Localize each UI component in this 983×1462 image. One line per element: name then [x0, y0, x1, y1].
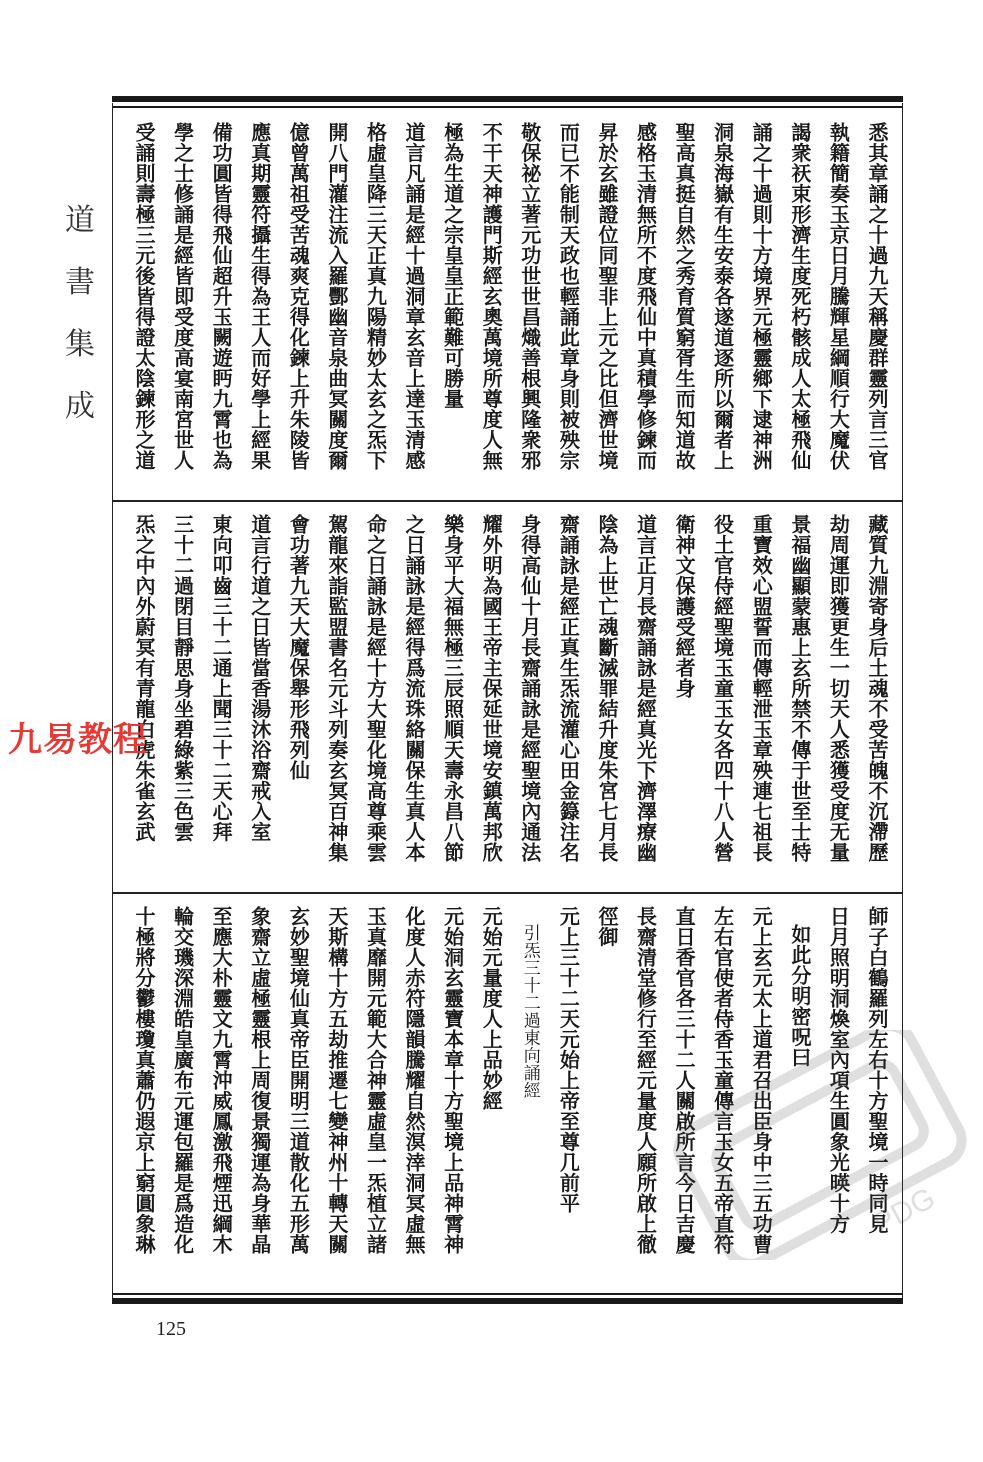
text-column: 執籍簡奏玉京日月騰輝星綱順行大魔伏	[826, 122, 851, 471]
text-column: 聖高真挺自然之秀育質窮胥生而知道故	[672, 122, 697, 471]
text-column: 感格玉清無所不度飛仙中真積學修鍊而	[633, 122, 658, 471]
text-column: 不干天神護門斯經玄奧萬境所尊度人無	[479, 122, 504, 471]
text-column: 開八門灌注流入羅酆幽音泉曲冥關度爾	[324, 122, 349, 471]
text-column: 徑御	[594, 906, 619, 947]
text-column: 如此分明密呪曰	[787, 924, 812, 1068]
top-border-thick	[112, 96, 903, 102]
text-column: 道言正月長齋誦詠是經真光下濟澤療幽	[633, 514, 658, 863]
text-column: 左右官使者侍香玉童傳言玉女五帝直符	[710, 906, 735, 1255]
text-column: 東向叩齒三十二通上聞三十二天心拜	[209, 514, 234, 842]
text-column: 炁之中內外蔚冥有青龍白虎朱雀玄武	[132, 514, 156, 842]
text-column: 藏質九淵寄身后土魂不受苦魄不沉滯歷	[864, 514, 889, 863]
text-column: 極為生道之宗皇皇正範難可勝量	[440, 122, 465, 409]
text-column: 至應大朴靈文九霄沖威鳳激飛煙迅綱木	[209, 906, 234, 1255]
book-title-char: 成	[65, 389, 95, 424]
text-column: 會功著九天大魔保舉形飛列仙	[286, 514, 311, 781]
text-column: 陰為上世亡魂斷滅罪結升度朱宮七月長	[594, 514, 619, 863]
text-column: 三十二過閉目靜思身坐碧綠紫三色雲	[170, 514, 195, 842]
page-number: 125	[156, 1318, 186, 1340]
book-title-char: 集	[65, 327, 95, 362]
text-column: 長齋清堂修行至經元量度人願所啟上徹	[633, 906, 658, 1255]
text-column: 玉真靡開元範大合神靈虛皇一炁植立諸	[363, 906, 388, 1255]
library-stamp-watermark	[660, 1030, 980, 1260]
text-column: 化度人赤符隱韻騰耀自然溟涬洞冥虛無	[402, 906, 427, 1255]
text-column: 景福幽顯蒙惠上玄所禁不傳于世至士特	[787, 514, 812, 863]
stamp-label: PDG	[867, 1181, 941, 1242]
text-column: 受誦則壽極三元後皆得證太陰鍊形之道	[132, 122, 156, 471]
text-column: 備功圓皆得飛仙超升玉闕遊眄九霄也為	[209, 122, 234, 471]
text-column: 洞泉海嶽有生安泰各遂道逐所以爾者上	[710, 122, 735, 471]
text-column: 直日香官各三十二人關啟所言今日吉慶	[672, 906, 697, 1255]
text-register-middle	[122, 514, 898, 884]
register-divider	[112, 892, 903, 894]
text-column: 億曾萬祖受苦魂爽克得化鍊上升朱陵皆	[286, 122, 311, 471]
text-column: 而已不能制天政也輕誦此章身則被殃宗	[556, 122, 581, 471]
text-column: 劫周運即獲更生一切天人悉獲受度无量	[826, 514, 851, 863]
text-column: 身得高仙十月長齋誦詠是經聖境內通法	[517, 514, 542, 863]
text-column: 重寶效心盟誓而傳輕泄玉章殃連七祖長	[749, 514, 774, 863]
text-column: 道言行道之日皆當香湯沐浴齋戒入室	[247, 514, 272, 842]
book-title-vertical	[58, 190, 102, 438]
text-column: 元始元量度人上品妙經	[479, 906, 504, 1111]
text-register-top	[122, 122, 898, 490]
site-watermark: 九易教程	[8, 720, 148, 760]
text-column: 衛神文保護受經者身	[672, 514, 697, 699]
text-column: 悉其章誦之十過九天稱慶群靈列言三官	[864, 122, 889, 471]
text-column: 輪交璣深淵皓皇廣布元運包羅是爲造化	[170, 906, 195, 1255]
text-column: 駕龍來詣監盟書名元斗列奏玄冥百神集	[324, 514, 349, 863]
book-title-char: 道	[65, 203, 95, 238]
text-column: 師子白鶴羅列左右十方聖境一時同見	[864, 906, 889, 1234]
text-column: 耀外明為國王帝主保延世境安鎮萬邦欣	[479, 514, 504, 863]
text-column: 元上三十二天元始上帝至尊几前平	[556, 906, 581, 1214]
text-column: 樂身平大福無極三辰照順天壽永昌八節	[440, 514, 465, 863]
text-column: 誦之十過則十方境界元極靈鄉下逮神洲	[749, 122, 774, 471]
text-column: 學之士修誦是經皆即受度高宴南宮世人	[170, 122, 195, 471]
register-divider	[112, 500, 903, 502]
text-column: 玄妙聖境仙真帝臣開明三道散化五形萬	[286, 906, 311, 1255]
text-column: 謁衆祆束形濟生度死朽骸成人太極飛仙	[787, 122, 812, 471]
book-title-char: 書	[65, 265, 95, 300]
text-column: 元始洞玄靈寶本章十方聖境上品神霄神	[440, 906, 465, 1255]
text-column: 元上玄元太上道君召出臣身中三五功曹	[749, 906, 774, 1255]
text-column: 十極將分鬱樓瓊真蕭仍遐京上窮圓象琳	[132, 906, 156, 1255]
text-column: 天斯構十方五劫推遷七變神州十轉天關	[324, 906, 349, 1255]
text-column: 引炁三十二過東向誦經	[519, 924, 540, 1099]
text-column: 格虛皇降三天正真九陽精妙太玄之炁下	[363, 122, 388, 471]
text-column: 應真期靈符攝生得為王人而好學上經果	[247, 122, 272, 471]
text-column: 日月照明洞煥室內項生圓象光暎十方	[826, 906, 851, 1234]
text-column: 命之日誦詠是經十方大聖化境高尊乘雲	[363, 514, 388, 863]
text-column: 道言凡誦是經十過洞章玄音上達玉清感	[402, 122, 427, 471]
text-column: 敬保祕立著元功世世昌熾善根興隆衆邪	[517, 122, 542, 471]
text-column: 役土官侍經聖境玉童玉女各四十八人營	[710, 514, 735, 863]
text-column: 之日誦詠是經得爲流珠絡關保生真人本	[402, 514, 427, 863]
text-column: 齋誦詠是經正真生炁流灌心田金籙注名	[556, 514, 581, 863]
text-column: 象齋立虛極靈根上周復景獨運為身華晶	[247, 906, 272, 1255]
text-column: 昇於玄雖證位同聖非上元之比但濟世境	[594, 122, 619, 471]
